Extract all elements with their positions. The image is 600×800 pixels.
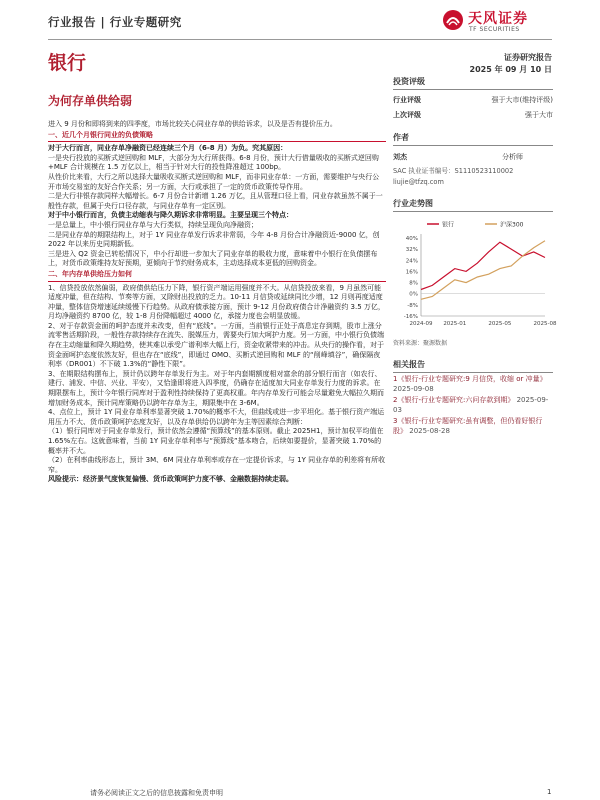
y-tick-label: 32% [405, 247, 418, 254]
analyst-cert: SAC 执业证书编号：S1110523110002 [393, 167, 514, 175]
body-paragraph: 从性价比来看，大行之所以选择大量吸收买断式逆回购和 MLF，而非同业存单：一方面，需要维护与央行公开市场交易室的友好合作关系；另一方面，大行或承担了一定的货币政策传导作用。 [48, 172, 380, 191]
body-paragraph: 一是央行投放的买断式逆回购和 MLF，大部分为大行所获得。6-8 月份，预计大行借量吸收的买断式逆回购+MLF 合计规模在 1.5 万亿以上，相当于针对大行的投性降准超过 100bp。 [48, 153, 379, 172]
header-divider [48, 39, 552, 40]
related-report-date: 2025-09-08 [393, 384, 434, 393]
body-paragraph: 对于中小银行而言，负债主动缩表与降久期诉求非常明显。主要呈现三个特点： [48, 211, 293, 220]
trend-chart-svg [393, 216, 557, 336]
x-tick-label: 2024-09 [409, 321, 433, 327]
industry-rating-value: 强于大市(维持评级) [491, 96, 553, 104]
industry-rating-row [393, 95, 553, 105]
related-report-item[interactable] [393, 396, 553, 415]
related-report-item[interactable] [393, 417, 553, 436]
related-reports-list [393, 375, 553, 436]
body-paragraph: 4、点位上，预计 1Y 同业存单利率显著突破 1.70%的概率不大，但曲线或进一步平坦化。基于银行资产端运用压力不大、货币政策呵护态度友好，以及存单供给仍以跨年为主等因素综合判断： [48, 408, 385, 426]
rating-heading: 投资评级 [393, 76, 553, 90]
series-line [421, 241, 545, 299]
related-report-title[interactable]: 1《银行-行业专题研究:9 月信贷，收缩 or 冲量》 [393, 375, 547, 383]
section-heading-2: 二、年内存单供给压力如何 [48, 269, 132, 278]
y-tick-label: 24% [405, 258, 418, 265]
trend-heading: 行业走势图 [393, 198, 553, 212]
related-report-date: 2025-08-28 [409, 426, 450, 435]
y-tick-label: -16% [403, 314, 418, 320]
prev-rating-row [393, 110, 553, 120]
related-report-title[interactable]: 3《银行-行业专题研究:虽有调整，但仍看好银行股》 [393, 417, 543, 435]
body-paragraph: 2、对于存款资金面的呵护态度并未改变，但有“底线”。一方面，当前银行正处于高息定存到期，股市上涨分流零售活期阶段，一般性存款持续存在流失、脱媒压力，需要央行加大呵护力度。另一方面，中小银行负债端存在主动缩量和降久期趋势，使其难以承受广谱利率大幅上行，资金收紧带来的冲击。从央行的操作看，对于资金面呵护态度依然友好，但也存在“底线”，即通过 OMO、买断式逆回购和 MLF 的“削峰填谷”，确保隔夜利率（DR001）不下破 1.3%的“静性下限”。 [48, 321, 384, 369]
report-date: 2025 年 09 月 10 日 [469, 65, 552, 74]
related-report-item[interactable] [393, 375, 553, 394]
related-report-title[interactable]: 2《银行-行业专题研究:六问存款到期》 [393, 396, 517, 404]
section-rule [48, 141, 386, 142]
legend-label: 沪深300 [500, 221, 524, 229]
body-paragraph: 二是同业存单的期限结构上，对于 1Y 同业存单发行诉求非常弱，今年 4-8 月份合计净融资近-9000 亿，创 2022 年以来历史同期新低。 [48, 230, 380, 249]
industry-rating-label: 行业评级 [393, 96, 421, 104]
prev-rating-label: 上次评级 [393, 111, 421, 119]
y-tick-label: 16% [405, 269, 418, 276]
industry-name: 银行 [48, 52, 87, 74]
page-header [48, 8, 552, 38]
body-paragraph: （1）银行同库对于同业存单发行，预计依然会遵循“预算线”的基本原则。截止 2025H1，预计加权平均值在 1.65%左右。这就意味着，当前 1Y 同业存单利率与“预算线”基本吻合，后续如要提价，显著突破 1.70%的概率并不大。 [48, 427, 384, 455]
logo-mark-icon [442, 9, 464, 31]
analyst-title: 分析师 [502, 153, 523, 161]
x-tick-label: 2025-01 [443, 321, 467, 327]
chart-source: 资料来源：聚源数据 [393, 340, 448, 347]
body-paragraph: 对于大行而言，同业存单净融资已经连续三个月（6-8 月）为负。究其原因： [48, 144, 288, 153]
report-type: 证券研究报告 [504, 53, 552, 62]
tf-securities-logo [442, 8, 552, 38]
report-title: 为何存单供给弱 [48, 94, 133, 108]
footer-disclaimer: 请务必阅读正文之后的信息披露和免责申明 [90, 789, 223, 797]
body-paragraph: 1、信贷投放依然偏弱，政府债供给压力下降，银行资产端运用强度并不大。从信贷投放来看，9 月虽然可能适度冲量，但在结构、节奏等方面，又除财出投放的乏力。10-11 月信贷或延续同比少增，12 月则再度适度冲量，整体信贷增速延续缓慢下行趋势。从政府债承接方面，预计 9-12 月份政府债合计净融资约 3.5 万亿，月均净融资约 8700 亿，较 1-8 月份降幅超过 4000 亿，承接力度也会明显放缓。 [48, 283, 385, 321]
prev-rating-value: 强于大市 [525, 111, 553, 119]
report-body [48, 120, 386, 485]
header-title: 行业报告 | 行业专题研究 [48, 15, 182, 29]
section-heading-1: 一、近几个月银行同业的负债策略 [48, 130, 153, 139]
x-tick-label: 2025-05 [488, 321, 512, 327]
body-paragraph: 一是总量上，中小银行同业存单与大行类似，持续呈现负向净融资； [48, 220, 258, 229]
logo-text-en: TF SECURITIES [469, 26, 520, 33]
series-line [421, 242, 545, 289]
analyst-row [393, 152, 553, 162]
sidebar [393, 76, 557, 436]
body-paragraph: 3、在期限结构摆布上，预计仍以跨年存单发行为主。对于年内套期额度相对富余的部分银行而言（如农行、建行、浦发、中信、兴业、平安），又恰逢即将进入四季度，仍确存在适度加大同业存单发行力度的诉求。在期限摆布上，预计今年银行同库对于盈利性持续保持了更高权重。年内存单发行可能会尽量避免大幅拉久期而增加财务成本，预计同库策略仍以跨年存单为主，期限集中在 3-6M。 [48, 369, 384, 407]
page-number: 1 [547, 788, 552, 796]
body-paragraph: 二是大行非银存款同样大幅增长。6-7 月份合计新增 1.26 万亿，且从管理口径上看，同业存款虽然不属于一般性存款，但属于央行口径存款，与同业存单有一定区别。 [48, 192, 383, 210]
y-tick-label: 40% [405, 236, 418, 242]
analyst-name: 刘杰 [393, 153, 407, 161]
y-tick-label: -8% [407, 302, 418, 309]
intro-paragraph: 进入 9 月份和即将到来的四季度，市场比较关心同业存单的供给诉求，以及是否有提价压力。 [48, 120, 337, 128]
y-tick-label: 8% [409, 280, 418, 287]
x-tick-label: 2025-08 [533, 321, 557, 327]
y-tick-label: 0% [409, 291, 418, 298]
related-report-date: 2025-09-03 [393, 396, 549, 414]
section-rule [48, 281, 386, 282]
trend-chart [393, 216, 557, 336]
author-heading: 作者 [393, 132, 553, 146]
logo-text-cn: 天风证券 [468, 11, 528, 27]
related-heading: 相关报告 [393, 359, 553, 373]
legend-label: 银行 [442, 221, 455, 229]
analyst-email[interactable]: liujie@tfzq.com [393, 178, 444, 186]
body-paragraph: （2）在利率曲线形态上，预计 3M、6M 同业存单利率或存在一定提价诉求，与 1Y 同业存单的利差将有所收窄。 [48, 456, 386, 474]
body-paragraph: 三是进入 Q2 资金已转松情况下，中小行却进一步加大了同业存单的吸收力度，意味着中小银行在负债摆布上，对货币政策维持友好预期，更倾向于节约财务成本，主动选择成本更低的回购资金。 [48, 249, 378, 268]
risk-warning: 风险提示：经济景气度恢复偏慢、货币政策呵护力度不够、金融数据持续走弱。 [48, 475, 293, 484]
